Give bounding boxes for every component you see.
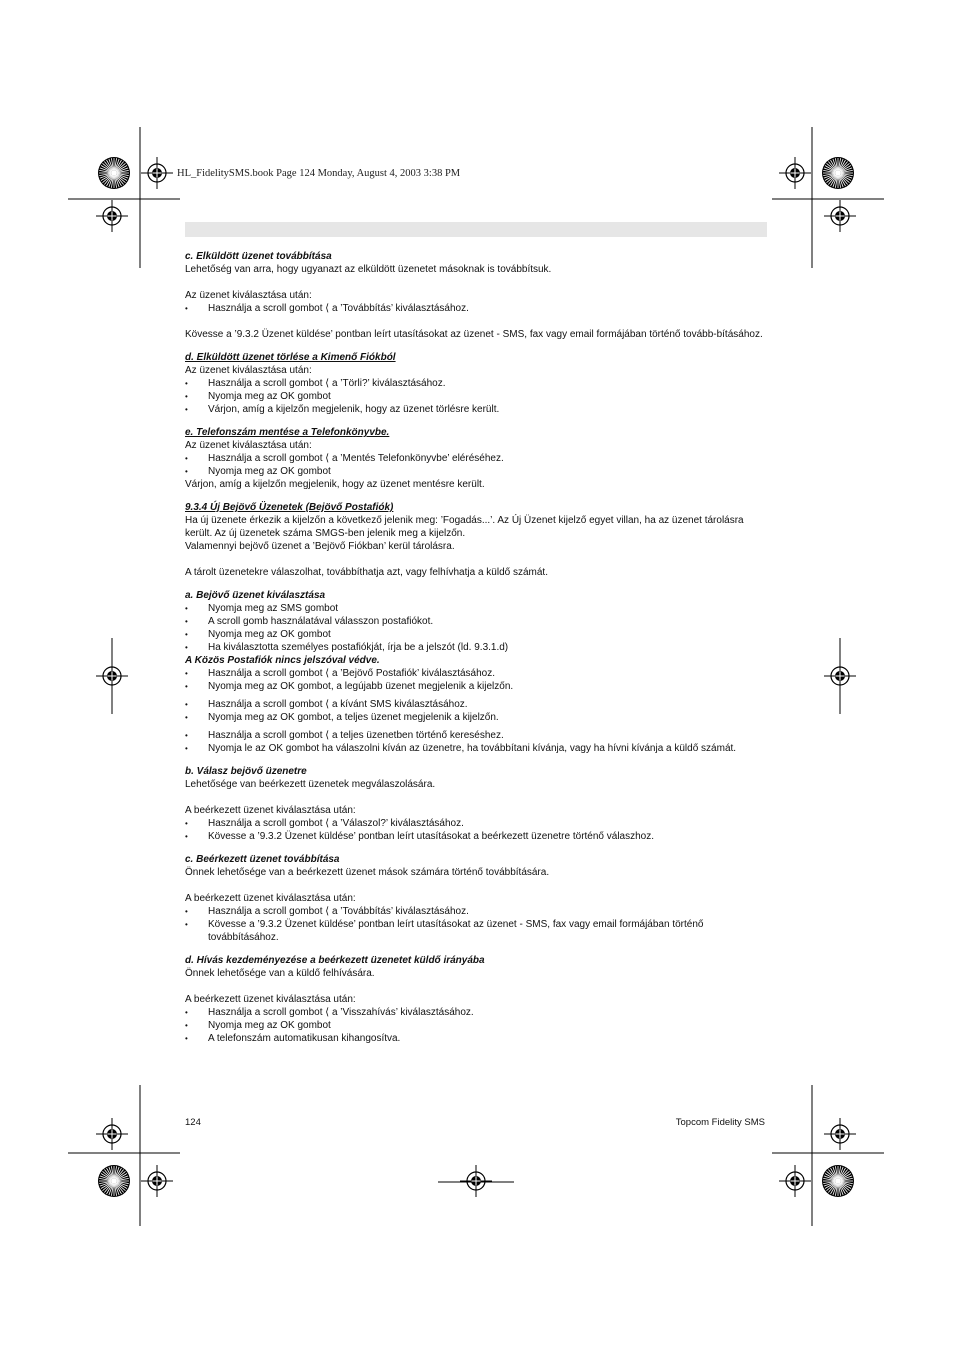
paragraph: A tárolt üzenetekre válaszolhat, továbbíthatja azt, vagy felhívhatja a küldő számát. [185, 567, 548, 578]
crosshair-icon [779, 1165, 811, 1197]
page-content [185, 250, 767, 1045]
crosshair-icon [96, 200, 128, 232]
crosshair-icon [141, 1165, 173, 1197]
bullet-item: • Használja a scroll gombot ⟨ a ’Továbbítás’ kiválasztásához. [185, 302, 767, 315]
section-heading: 9.3.4 Új Bejövő Üzenetek (Bejövő Postafiók) [185, 502, 394, 513]
file-header-line: HL_FidelitySMS.book Page 124 Monday, August 4, 2003 3:38 PM [177, 168, 461, 179]
sub-heading: A Közös Postafiók nincs jelszóval védve. [185, 655, 380, 666]
paragraph: Kövesse a ’9.3.2 Üzenet küldése’ pontban leírt utasításokat az üzenet - SMS, fax vagy email formájában történő tovább-bításához. [185, 329, 763, 340]
paragraph: Önnek lehetősége van a küldő felhívására. [185, 968, 375, 979]
bullet-item: • A scroll gomb használatával válasszon postafiókot. [185, 615, 767, 628]
section-heading: a. Bejövő üzenet kiválasztása [185, 590, 326, 601]
bullet-item: • Nyomja meg az OK gombot [185, 465, 767, 478]
section-heading: d. Hívás kezdeményezése a beérkezett üzenetet küldő irányába [185, 955, 485, 966]
header-bar [185, 222, 767, 237]
bullet-item: • Nyomja meg az OK gombot, a legújabb üzenet megjelenik a kijelzőn. [185, 680, 767, 693]
crosshair-icon [779, 157, 811, 189]
paragraph: Várjon, amíg a kijelzőn megjelenik, hogy az üzenet mentésre került. [185, 479, 485, 490]
spacer [185, 315, 767, 328]
paragraph: A beérkezett üzenet kiválasztása után: [185, 805, 356, 816]
bullet-item: • Kövesse a ’9.3.2 Üzenet küldése’ pontban leírt utasításokat a beérkezett üzenetre történő válaszhoz. [185, 830, 767, 843]
starburst-icon [822, 157, 854, 189]
paragraph: Ha új üzenete érkezik a kijelzőn a következő jelenik meg: ’Fogadás...’. Az Új Üzenet kijelző egyet villan, ha az üzenet tárolásra került. Az új üzenetek száma SMGS-ben jelenik meg a kijelzőn. [185, 515, 744, 539]
paragraph: Az üzenet kiválasztása után: [185, 365, 312, 376]
bullet-item: • A telefonszám automatikusan kihangosítva. [185, 1032, 767, 1045]
paragraph: A beérkezett üzenet kiválasztása után: [185, 994, 356, 1005]
bullet-item: • Várjon, amíg a kijelzőn megjelenik, hogy az üzenet törlésre került. [185, 403, 767, 416]
spacer [185, 553, 767, 566]
bullet-item: • Nyomja meg az OK gombot [185, 1019, 767, 1032]
crosshair-icon [96, 660, 128, 692]
page-number: 124 [185, 1117, 201, 1128]
bullet-item: • Használja a scroll gombot ⟨ a ’Visszahívás’ kiválasztásához. [185, 1006, 767, 1019]
bullet-item: • Kövesse a ’9.3.2 Üzenet küldése’ pontban leírt utasításokat az üzenet - SMS, fax vagy email formájában történő továbbításához. [185, 918, 767, 944]
section-heading: c. Beérkezett üzenet továbbítása [185, 854, 340, 865]
crosshair-icon [824, 660, 856, 692]
crosshair-icon [96, 1118, 128, 1150]
paragraph: Önnek lehetősége van a beérkezett üzenet mások számára történő továbbítására. [185, 867, 550, 878]
bullet-item: • Nyomja meg az OK gombot [185, 628, 767, 641]
starburst-icon [98, 1165, 130, 1197]
spacer [185, 276, 767, 289]
bullet-item: • Használja a scroll gombot ⟨ a ’Törli?’ kiválasztásához. [185, 377, 767, 390]
paragraph: A beérkezett üzenet kiválasztása után: [185, 893, 356, 904]
bullet-item: • Használja a scroll gombot ⟨ a teljes üzenetben történő kereséshez. [185, 729, 767, 742]
bullet-item: • Használja a scroll gombot ⟨ a kívánt SMS kiválasztásához. [185, 698, 767, 711]
spacer [185, 791, 767, 804]
spacer [185, 879, 767, 892]
paragraph: Az üzenet kiválasztása után: [185, 440, 312, 451]
bullet-item: • Nyomja le az OK gombot ha válaszolni kíván az üzenetre, ha továbbítani kívánja, vagy ha hívni kívánja a küldő számát. [185, 742, 767, 755]
bullet-item: • Ha kiválasztotta személyes postafiókját, írja be a jelszót (ld. 9.3.1.d) [185, 641, 767, 654]
bullet-item: • Használja a scroll gombot ⟨ a ’Továbbítás’ kiválasztásához. [185, 905, 767, 918]
crosshair-icon [141, 157, 173, 189]
crosshair-icon [824, 200, 856, 232]
paragraph: Valamennyi bejövő üzenet a ’Bejövő Fiókban’ kerül tárolásra. [185, 541, 455, 552]
section-heading: b. Válasz bejövő üzenetre [185, 766, 307, 777]
bullet-item: • Nyomja meg az OK gombot [185, 390, 767, 403]
bullet-item: • Használja a scroll gombot ⟨ a ’Mentés Telefonkönyvbe’ eléréséhez. [185, 452, 767, 465]
bullet-item: • Használja a scroll gombot ⟨ a ’Bejövő Postafiók’ kiválasztásához. [185, 667, 767, 680]
bullet-item: • Nyomja meg az OK gombot, a teljes üzenet megjelenik a kijelzőn. [185, 711, 767, 724]
bullet-item: • Használja a scroll gombot ⟨ a ’Válaszol?’ kiválasztásához. [185, 817, 767, 830]
starburst-icon [822, 1165, 854, 1197]
footer-product-name: Topcom Fidelity SMS [675, 1117, 765, 1128]
paragraph: Az üzenet kiválasztása után: [185, 290, 312, 301]
section-heading: d. Elküldött üzenet törlése a Kimenő Fiókból [185, 352, 396, 363]
crosshair-icon [460, 1165, 492, 1197]
crosshair-icon [824, 1118, 856, 1150]
paragraph: Lehetősége van beérkezett üzenetek megválaszolására. [185, 779, 436, 790]
section-heading: e. Telefonszám mentése a Telefonkönyvbe. [185, 427, 390, 438]
bullet-item: • Nyomja meg az SMS gombot [185, 602, 767, 615]
section-heading: c. Elküldött üzenet továbbítása [185, 251, 332, 262]
starburst-icon [98, 157, 130, 189]
spacer [185, 980, 767, 993]
paragraph: Lehetőség van arra, hogy ugyanazt az elküldött üzenetet másoknak is továbbítsuk. [185, 264, 552, 275]
